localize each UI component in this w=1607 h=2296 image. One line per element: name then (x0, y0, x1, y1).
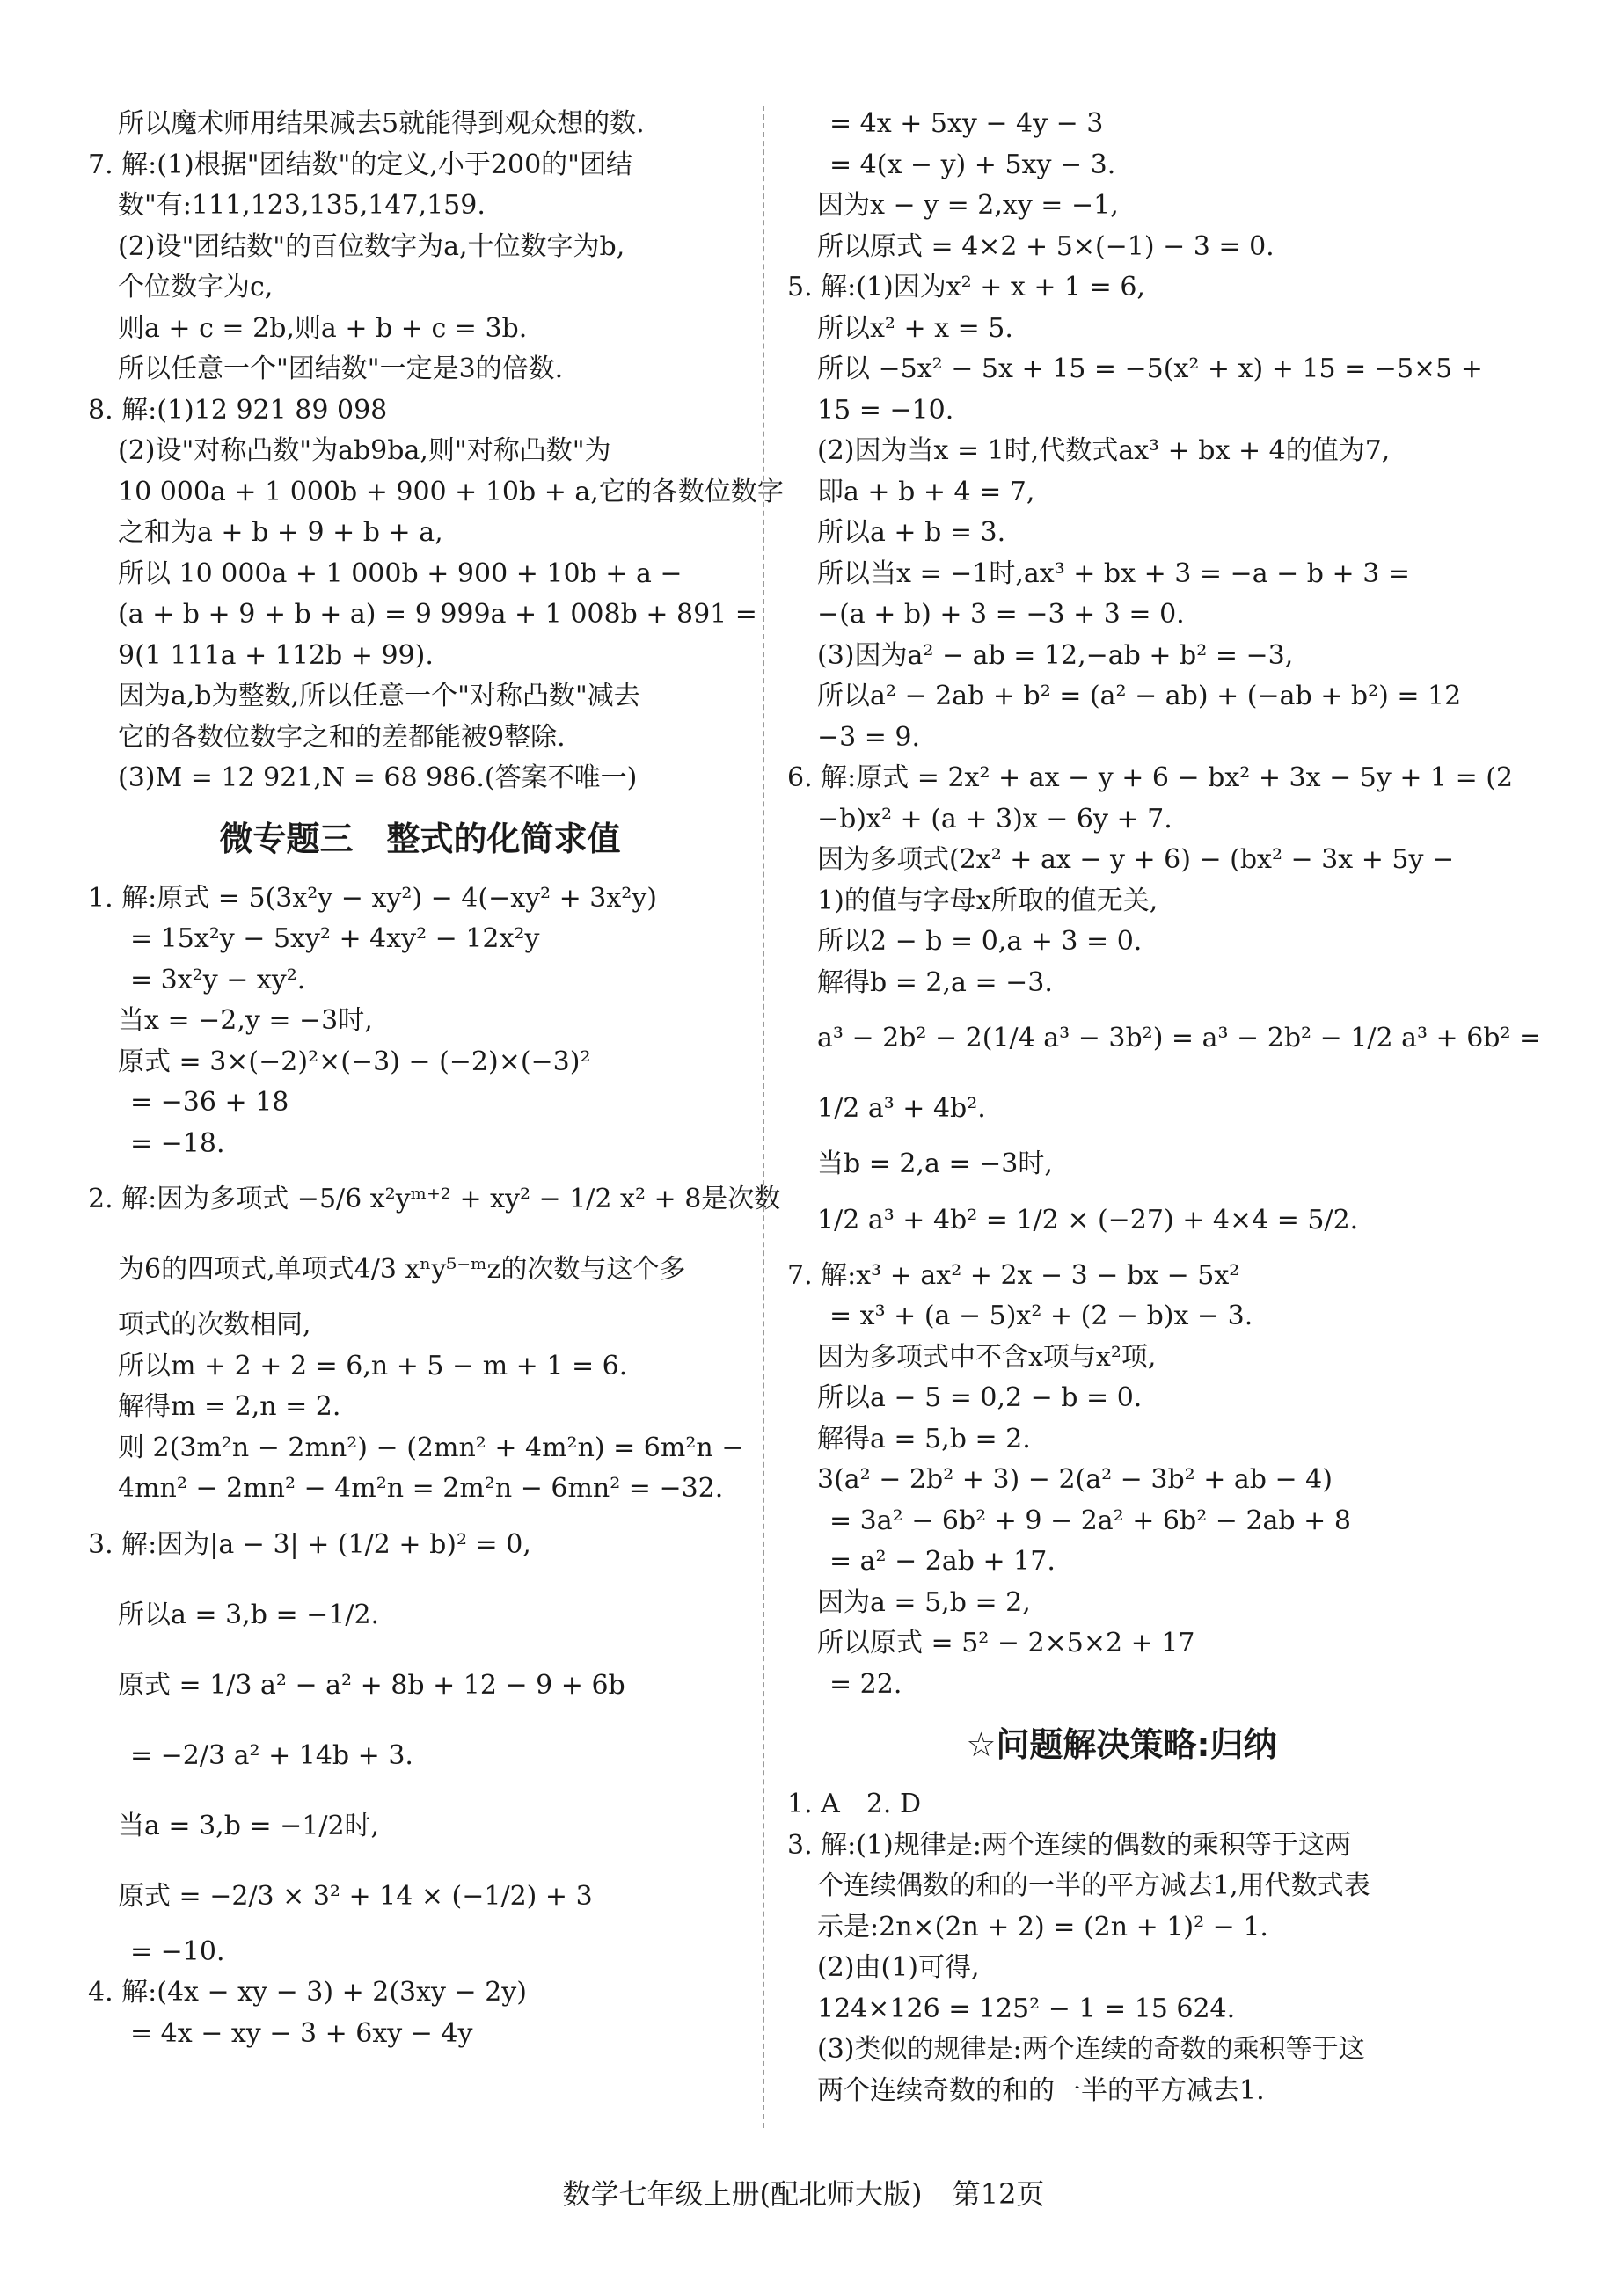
right-column (787, 104, 1542, 2111)
text-line: 所以a² − 2ab + b² = (a² − ab) + (−ab + b²) = 12 (817, 681, 1462, 711)
text-line: (2)设"团结数"的百位数字为a,十位数字为b, (118, 230, 625, 262)
text-line: 个连续偶数的和的一半的平方减去1,用代数式表 (817, 1870, 1370, 1901)
text-line: 所以x² + x = 5. (817, 312, 1013, 344)
text-line: 3. 解:(1)规律是:两个连续的偶数的乘积等于这两 (787, 1829, 1351, 1861)
text-line: = 3x²y − xy². (130, 964, 306, 995)
text-line: 15 = −10. (817, 394, 954, 426)
text-line: 2. 解:因为多项式 −5/6 x²yᵐ⁺² + xy² − 1/2 x² + 8是次数 (88, 1184, 781, 1214)
text-line: = 22. (829, 1668, 902, 1700)
text-line: = 15x²y − 5xy² + 4xy² − 12x²y (130, 923, 540, 954)
text-line: 6. 解:原式 = 2x² + ax − y + 6 − bx² + 3x − 5y + 1 = (2 (787, 762, 1514, 793)
text-line: = a² − 2ab + 17. (829, 1546, 1056, 1577)
text-line: 解得a = 5,b = 2. (817, 1423, 1031, 1454)
text-line: 1)的值与字母x所取的值无关, (817, 885, 1158, 916)
text-line: −(a + b) + 3 = −3 + 3 = 0. (817, 599, 1185, 630)
text-line: 3. 解:因为|a − 3| + (1/2 + b)² = 0, (88, 1528, 531, 1560)
text-line: 所以 −5x² − 5x + 15 = −5(x² + x) + 15 = −5×5 + (817, 354, 1483, 384)
text-line: 1. 解:原式 = 5(3x²y − xy²) − 4(−xy² + 3x²y) (88, 882, 657, 914)
text-line: 3(a² − 2b² + 3) − 2(a² − 3b² + ab − 4) (817, 1464, 1333, 1495)
text-line: 124×126 = 125² − 1 = 15 624. (817, 1993, 1236, 2024)
footer-page-number: 第12页 (952, 2177, 1045, 2211)
left-column (88, 104, 784, 2054)
text-line: 原式 = 3×(−2)²×(−3) − (−2)×(−3)² (118, 1046, 591, 1077)
text-line: 当x = −2,y = −3时, (118, 1005, 373, 1036)
text-line: 10 000a + 1 000b + 900 + 10b + a,它的各数位数字 (118, 476, 784, 507)
text-line: 则a + c = 2b,则a + b + c = 3b. (118, 312, 528, 344)
text-line: (3)因为a² − ab = 12,−ab + b² = −3, (817, 639, 1294, 671)
text-line: 所以2 − b = 0,a + 3 = 0. (817, 926, 1143, 957)
text-line: 因为多项式(2x² + ax − y + 6) − (bx² − 3x + 5y − (817, 844, 1455, 875)
text-line: 个位数字为c, (118, 272, 274, 302)
text-line: = −36 + 18 (130, 1087, 289, 1118)
text-line: 之和为a + b + 9 + b + a, (118, 517, 443, 548)
footer-book-title: 数学七年级上册(配北师大版) (562, 2177, 923, 2211)
text-line: 原式 = 1/3 a² − a² + 8b + 12 − 9 + 6b (118, 1669, 625, 1701)
text-line: 1/2 a³ + 4b² = 1/2 × (−27) + 4×4 = 5/2. (817, 1204, 1359, 1235)
text-line: 项式的次数相同, (118, 1309, 311, 1340)
text-line: 9(1 111a + 112b + 99). (118, 639, 434, 671)
text-line: 所以a + b = 3. (817, 517, 1006, 548)
section-heading: 微专题三 整式的化简求值 (219, 819, 621, 858)
text-line: 则 2(3m²n − 2mn²) − (2mn² + 4m²n) = 6m²n − (118, 1432, 744, 1463)
text-line: 因为a = 5,b = 2, (817, 1586, 1031, 1618)
text-line: 即a + b + 4 = 7, (817, 476, 1035, 507)
text-line: (2)由(1)可得, (817, 1952, 980, 1983)
text-line: 1. A 2. D (787, 1789, 922, 1819)
text-line: (2)设"对称凸数"为ab9ba,则"对称凸数"为 (118, 435, 611, 466)
text-line: 为6的四项式,单项式4/3 xⁿy⁵⁻ᵐz的次数与这个多 (118, 1254, 686, 1285)
text-line: 所以任意一个"团结数"一定是3的倍数. (118, 354, 564, 384)
text-line: 因为多项式中不含x项与x²项, (817, 1341, 1157, 1373)
text-line: = −18. (130, 1127, 225, 1159)
text-line: 原式 = −2/3 × 3² + 14 × (−1/2) + 3 (118, 1880, 593, 1912)
text-line: 5. 解:(1)因为x² + x + 1 = 6, (787, 272, 1145, 302)
text-line: −b)x² + (a + 3)x − 6y + 7. (817, 803, 1172, 835)
text-line: = 4x + 5xy − 4y − 3 (829, 108, 1104, 139)
text-line: 因为x − y = 2,xy = −1, (817, 190, 1119, 221)
text-line: 所以原式 = 5² − 2×5×2 + 17 (817, 1628, 1195, 1658)
text-line: = 4x − xy − 3 + 6xy − 4y (130, 2017, 473, 2049)
text-line: 当b = 2,a = −3时, (817, 1148, 1053, 1179)
text-line: 因为a,b为整数,所以任意一个"对称凸数"减去 (118, 681, 640, 711)
text-line: = 3a² − 6b² + 9 − 2a² + 6b² − 2ab + 8 (829, 1505, 1351, 1536)
text-line: (3)类似的规律是:两个连续的奇数的乘积等于这 (817, 2034, 1365, 2065)
text-line: 所以 10 000a + 1 000b + 900 + 10b + a − (118, 558, 683, 589)
text-line: 所以原式 = 4×2 + 5×(−1) − 3 = 0. (817, 230, 1275, 262)
page-footer (0, 2172, 1607, 2212)
text-line: 所以m + 2 + 2 = 6,n + 5 − m + 1 = 6. (118, 1350, 628, 1381)
text-line: 7. 解:(1)根据"团结数"的定义,小于200的"团结 (88, 149, 632, 180)
section-heading: ☆问题解决策略:归纳 (966, 1725, 1277, 1764)
text-line: 7. 解:x³ + ax² + 2x − 3 − bx − 5x² (787, 1259, 1240, 1291)
text-line: 4. 解:(4x − xy − 3) + 2(3xy − 2y) (88, 1977, 527, 2008)
text-line: 1/2 a³ + 4b². (817, 1093, 986, 1124)
text-line: 解得b = 2,a = −3. (817, 966, 1053, 998)
text-line: 4mn² − 2mn² − 4m²n = 2m²n − 6mn² = −32. (118, 1473, 724, 1504)
text-line: = −2/3 a² + 14b + 3. (130, 1739, 413, 1771)
text-line: 所以当x = −1时,ax³ + bx + 3 = −a − b + 3 = (817, 558, 1410, 589)
text-line: 8. 解:(1)12 921 89 098 (88, 394, 388, 426)
text-line: 数"有:111,123,135,147,159. (118, 190, 486, 221)
text-line: 当a = 3,b = −1/2时, (118, 1810, 380, 1841)
text-line: 所以a − 5 = 0,2 − b = 0. (817, 1382, 1143, 1413)
text-line: 解得m = 2,n = 2. (118, 1391, 341, 1422)
text-line: = −10. (130, 1935, 225, 1967)
text-line: a³ − 2b² − 2(1/4 a³ − 3b²) = a³ − 2b² − 1/2 a³ + 6b² = (817, 1023, 1542, 1053)
text-line: = x³ + (a − 5)x² + (2 − b)x − 3. (829, 1301, 1253, 1331)
text-line: (a + b + 9 + b + a) = 9 999a + 1 008b + 891 = (118, 599, 757, 630)
text-line: = 4(x − y) + 5xy − 3. (829, 149, 1116, 180)
text-line: 所以a = 3,b = −1/2. (118, 1599, 380, 1630)
text-line: 示是:2n×(2n + 2) = (2n + 1)² − 1. (817, 1911, 1268, 1942)
text-line: 它的各数位数字之和的差都能被9整除. (118, 721, 566, 753)
text-line: 所以魔术师用结果减去5就能得到观众想的数. (118, 108, 645, 139)
text-line: (2)因为当x = 1时,代数式ax³ + bx + 4的值为7, (817, 435, 1391, 466)
text-line: −3 = 9. (817, 721, 921, 753)
text-line: 两个连续奇数的和的一半的平方减去1. (817, 2074, 1265, 2106)
text-line: (3)M = 12 921,N = 68 986.(答案不唯一) (118, 762, 638, 793)
column-divider (763, 106, 764, 2128)
